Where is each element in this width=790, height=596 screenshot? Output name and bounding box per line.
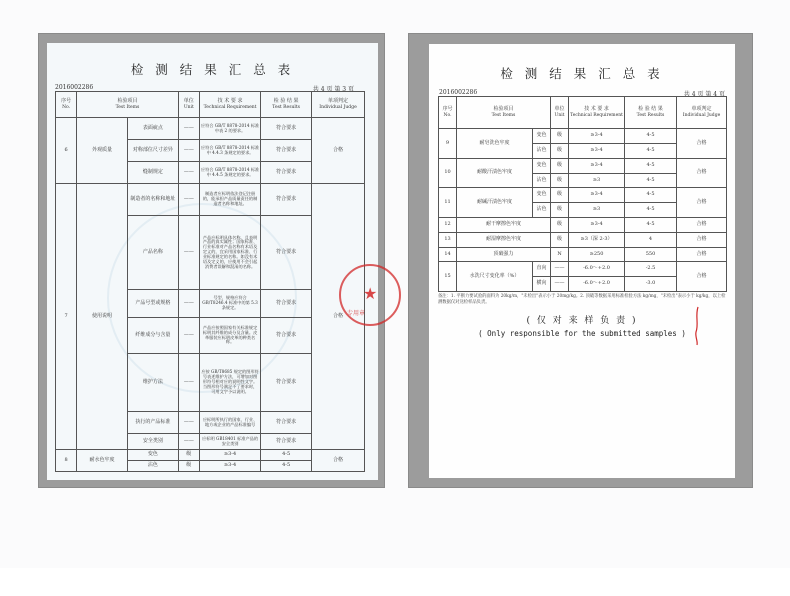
cell-judge: 合格 <box>677 247 727 262</box>
responsibility-en: ( Only responsible for the submitted samples ) <box>478 329 686 338</box>
left-report-title: 检 测 结 果 汇 总 表 <box>130 62 295 77</box>
col-test-items: 检验项目 Test Items <box>457 97 551 129</box>
cell-unit: —— <box>178 118 199 140</box>
cell-judge: 合格 <box>677 217 727 232</box>
cell-unit: —— <box>178 290 199 318</box>
cell-judge: 合格 <box>677 232 727 247</box>
cell-requirement: ≥3-4 <box>569 129 625 144</box>
star-icon: ★ <box>363 284 378 303</box>
cell-item: 产品名称 <box>127 216 178 290</box>
col-requirement: 技 术 要 求 Technical Requirement <box>199 92 260 118</box>
cell-sub-item: 变色 <box>533 129 551 144</box>
cell-item: 缝制规定 <box>127 162 178 184</box>
cell-judge: 合格 <box>677 262 727 292</box>
cell-unit: —— <box>178 412 199 434</box>
table-row <box>439 217 727 232</box>
cell-requirement: ≥3 <box>569 173 625 188</box>
cell-no: 13 <box>439 232 457 247</box>
cell-requirement: 应符合 GB/T 8878-2014 标准中 4.4.5 条规定的要求。 <box>199 162 260 184</box>
cell-result: 4-5 <box>261 461 312 472</box>
cell-requirement: 产品应按照国家有关标准规定标明其纤维的成分及含量。皮革服装应标明皮革的种类名称。 <box>199 318 260 354</box>
cell-requirement: ≥3-4 <box>569 144 625 159</box>
cell-result: 4 <box>625 232 677 247</box>
cell-unit: 级 <box>551 217 569 232</box>
cell-result: 符合要求 <box>261 162 312 184</box>
cell-requirement: ≥3（深 2-3） <box>569 232 625 247</box>
cell-group: 使用说明 <box>77 184 128 450</box>
cell-sub-item: 横向 <box>533 277 551 292</box>
cell-item: 安全类别 <box>127 434 178 450</box>
cell-result: 550 <box>625 247 677 262</box>
cell-item: 产品号型或规格 <box>127 290 178 318</box>
cell-no: 14 <box>439 247 457 262</box>
cell-sub-item: 变色 <box>533 188 551 203</box>
cell-result: 符合要求 <box>261 434 312 450</box>
col-test-items: 检验项目 Test Items <box>77 92 179 118</box>
cell-unit: —— <box>551 277 569 292</box>
cell-unit: —— <box>178 184 199 216</box>
cell-item: 耐湿摩擦色牢度 <box>457 232 551 247</box>
left-results-table <box>55 91 365 472</box>
right-report-sheet <box>429 44 735 478</box>
cell-no: 11 <box>439 188 457 218</box>
cell-sub-item: 沾色 <box>533 203 551 218</box>
col-judge: 单项判定 Individual Judge <box>677 97 727 129</box>
cell-unit: 级 <box>551 129 569 144</box>
cell-sub-item: 直向 <box>533 262 551 277</box>
red-signature-mark <box>692 306 702 346</box>
table-row <box>56 184 365 216</box>
table-row <box>439 247 727 262</box>
cell-requirement: 应标明所执行的国家、行业、地方或企业的产品标准编号 <box>199 412 260 434</box>
cell-unit: —— <box>178 140 199 162</box>
right-report-number: 2016002286 <box>439 89 478 96</box>
col-results: 检 验 结 果 Test Results <box>625 97 677 129</box>
cell-item: 纤维成分与含量 <box>127 318 178 354</box>
cell-judge: 合格 <box>677 188 727 218</box>
cell-result: 符合要求 <box>261 184 312 216</box>
left-report-frame <box>38 33 385 488</box>
cell-item: 沾色 <box>127 461 178 472</box>
cell-requirement: -6.0～+2.0 <box>569 262 625 277</box>
table-header-row <box>439 97 727 129</box>
cell-item: 顶破强力 <box>457 247 551 262</box>
cell-unit: 级 <box>551 188 569 203</box>
cell-unit: 级 <box>178 450 199 461</box>
col-no: 序号 No. <box>56 92 77 118</box>
cell-judge: 合格 <box>677 158 727 188</box>
cell-item: 对称部位尺寸差异 <box>127 140 178 162</box>
table-row <box>56 450 365 461</box>
cell-result: -3.0 <box>625 277 677 292</box>
cell-no: 8 <box>56 450 77 472</box>
red-inspection-stamp <box>339 264 401 326</box>
cell-item: 制造者的名称和地址 <box>127 184 178 216</box>
cell-item: 维护方法 <box>127 354 178 412</box>
col-no: 序号 No. <box>439 97 457 129</box>
remarks-note: 备注：1. 平断力要试验的面料为 20kg/m，"未检出"表示小于 20mg/kg。2. 顶破等数据采用标准检验方法 kg/mg，"未检出"表示小于 kg/kg，以上检测数据仅对送检样品负责。 <box>438 294 726 305</box>
cell-no: 15 <box>439 262 457 292</box>
col-requirement: 技 术 要 求 Technical Requirement <box>569 97 625 129</box>
col-unit: 单位 Unit <box>178 92 199 118</box>
responsibility-cn: ( 仅 对 来 样 负 责 ) <box>526 316 638 326</box>
cell-requirement: ≥3-4 <box>199 461 260 472</box>
cell-unit: —— <box>178 318 199 354</box>
cell-item: 变色 <box>127 450 178 461</box>
cell-group: 耐水色牢度 <box>77 450 128 472</box>
cell-result: 符合要求 <box>261 318 312 354</box>
cell-requirement: -6.0～+2.0 <box>569 277 625 292</box>
cell-requirement: 应符合 GB/T 8878-2014 标准中表 2 的要求。 <box>199 118 260 140</box>
cell-result: 符合要求 <box>261 354 312 412</box>
cell-result: 符合要求 <box>261 118 312 140</box>
cell-requirement: ≥3-4 <box>569 158 625 173</box>
cell-no: 6 <box>56 118 77 184</box>
cell-result: 4-5 <box>625 188 677 203</box>
cell-no: 9 <box>439 129 457 159</box>
cell-requirement: ≥3-4 <box>569 217 625 232</box>
right-report-frame <box>408 33 753 488</box>
page-bottom-band <box>0 568 790 596</box>
cell-sub-item: 变色 <box>533 158 551 173</box>
cell-requirement: 应标明 GB18401 标准产品的安全类别 <box>199 434 260 450</box>
right-page-indicator: 共 4 页 第 4 页 <box>683 91 725 98</box>
cell-sub-item: 沾色 <box>533 173 551 188</box>
cell-unit: —— <box>178 162 199 184</box>
cell-unit: 级 <box>551 203 569 218</box>
cell-requirement: 号型、规格应符合 GB/T8246.4 标准中的第 5.3 条规定。 <box>199 290 260 318</box>
left-page-indicator: 共 4 页 第 3 页 <box>312 86 354 93</box>
cell-unit: 级 <box>551 144 569 159</box>
table-header-row <box>56 92 365 118</box>
cell-unit: 级 <box>178 461 199 472</box>
table-row <box>439 232 727 247</box>
cell-unit: 级 <box>551 232 569 247</box>
cell-judge: 合格 <box>312 118 365 184</box>
table-row <box>439 129 727 144</box>
cell-item: 耐酸汗渍色牢度 <box>457 158 533 188</box>
cell-judge: 合格 <box>312 184 365 450</box>
col-unit: 单位 Unit <box>551 97 569 129</box>
cell-result: 4-5 <box>625 144 677 159</box>
cell-item: 耐碱汗渍色牢度 <box>457 188 533 218</box>
left-report-sheet <box>47 43 378 480</box>
cell-requirement: ≥250 <box>569 247 625 262</box>
cell-requirement: ≥3-4 <box>569 188 625 203</box>
cell-result: 符合要求 <box>261 412 312 434</box>
table-row <box>439 262 727 277</box>
cell-item: 水洗尺寸变化率（%） <box>457 262 533 292</box>
cell-unit: N <box>551 247 569 262</box>
cell-result: 4-5 <box>625 173 677 188</box>
table-row <box>439 188 727 203</box>
cell-no: 7 <box>56 184 77 450</box>
cell-item: 耐干摩擦色牢度 <box>457 217 551 232</box>
cell-requirement: 制造者应标明依法登记注册的，能承担产品质量责任的制造者名称和地址。 <box>199 184 260 216</box>
cell-item: 执行的产品标准 <box>127 412 178 434</box>
stamp-text: 专用章 <box>347 310 366 317</box>
left-report-number: 2016002286 <box>55 84 94 91</box>
cell-result: 符合要求 <box>261 140 312 162</box>
cell-result: 4-5 <box>625 158 677 173</box>
cell-group: 外观质量 <box>77 118 128 184</box>
cell-unit: —— <box>178 216 199 290</box>
cell-result: 符合要求 <box>261 290 312 318</box>
col-judge: 单项判定 Individual Judge <box>312 92 365 118</box>
cell-result: -2.5 <box>625 262 677 277</box>
cell-judge: 合格 <box>312 450 365 472</box>
cell-result: 4-5 <box>625 203 677 218</box>
cell-requirement: 应符合 GB/T 8878-2014 标准中 4.4.3 条规定的要求。 <box>199 140 260 162</box>
cell-sub-item: 沾色 <box>533 144 551 159</box>
cell-result: 4-5 <box>625 129 677 144</box>
cell-judge: 合格 <box>677 129 727 159</box>
cell-requirement: ≥3 <box>569 203 625 218</box>
cell-no: 12 <box>439 217 457 232</box>
cell-result: 4-5 <box>625 217 677 232</box>
right-results-table <box>438 96 727 292</box>
cell-no: 10 <box>439 158 457 188</box>
right-report-title: 检 测 结 果 汇 总 表 <box>500 66 664 81</box>
cell-requirement: 应按 GB/T8685 规定的图形符号表述维护方法，可增加对图形符号相对应的说明性文字。当图形符号满足不了要求时，可用文字予以说明。 <box>199 354 260 412</box>
cell-result: 4-5 <box>261 450 312 461</box>
cell-item: 耐皂洗色牢度 <box>457 129 533 159</box>
table-row <box>56 118 365 140</box>
table-row <box>439 158 727 173</box>
cell-unit: —— <box>551 262 569 277</box>
cell-result: 符合要求 <box>261 216 312 290</box>
cell-requirement: ≥3-4 <box>199 450 260 461</box>
cell-unit: 级 <box>551 173 569 188</box>
cell-requirement: 产品应标明具体名称，且表明产品的真实属性；国家标准、行业标准对产品名称有术语及定义的，宜采用国家标准、行业标准规定的名称。如没有术语及定义的，应使用不会引起消费者误解和混淆的名称。 <box>199 216 260 290</box>
cell-unit: —— <box>178 354 199 412</box>
cell-unit: —— <box>178 434 199 450</box>
cell-item: 表面疵点 <box>127 118 178 140</box>
col-results: 检 验 结 果 Test Results <box>261 92 312 118</box>
cell-unit: 级 <box>551 158 569 173</box>
